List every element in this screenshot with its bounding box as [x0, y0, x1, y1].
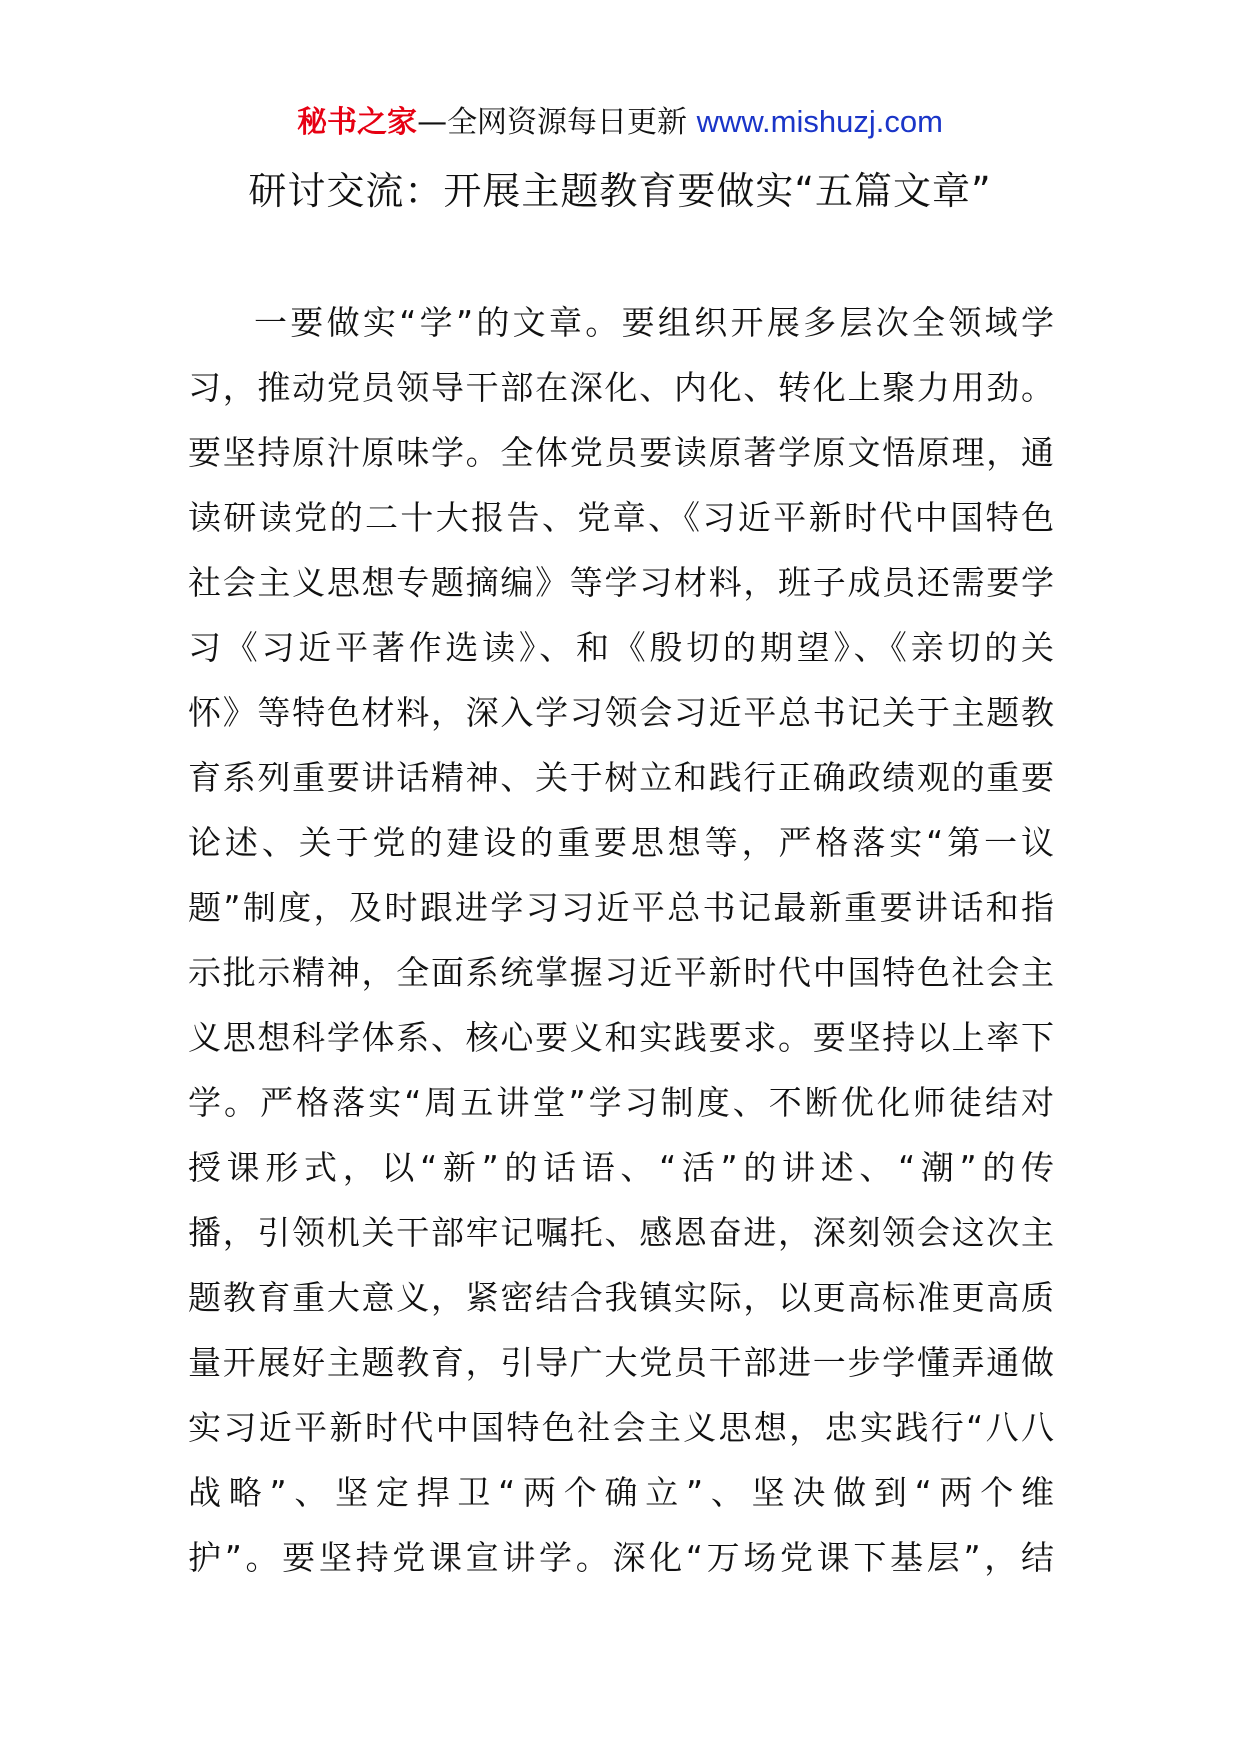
- text-line: 示批示精神，全面系统掌握习近平新时代中国特色社会主: [188, 953, 1054, 992]
- text-line: 怀》等特色材料，深入学习领会习近平总书记关于主题教: [188, 693, 1054, 732]
- site-banner: [0, 100, 1240, 145]
- text-line: 习，推动党员领导干部在深化、内化、转化上聚力用劲。: [188, 368, 1054, 407]
- brand-name: 秘书之家: [297, 105, 418, 140]
- text-line: 一要做实“学”的文章。要组织开展多层次全领域学: [254, 303, 1054, 342]
- body-paragraph: [188, 290, 1054, 1590]
- text-line: 读研读党的二十大报告、党章、《习近平新时代中国特色: [188, 498, 1054, 537]
- text-line: 战略”、坚定捍卫“两个确立”、坚决做到“两个维: [188, 1473, 1054, 1512]
- site-slogan: —全网资源每日更新: [417, 105, 697, 140]
- document-title: 研讨交流：开展主题教育要做实“五篇文章”: [248, 169, 992, 213]
- text-line: 量开展好主题教育，引导广大党员干部进一步学懂弄通做: [188, 1343, 1054, 1382]
- text-line: 学。严格落实“周五讲堂”学习制度、不断优化师徒结对: [188, 1083, 1054, 1122]
- text-line: 论述、关于党的建设的重要思想等，严格落实“第一议: [188, 823, 1054, 862]
- text-line: 社会主义思想专题摘编》等学习材料，班子成员还需要学: [188, 563, 1054, 602]
- text-line: 授课形式，以“新”的话语、“活”的讲述、“潮”的传: [188, 1148, 1054, 1187]
- text-line: 育系列重要讲话精神、关于树立和践行正确政绩观的重要: [188, 758, 1054, 797]
- text-line: 要坚持原汁原味学。全体党员要读原著学原文悟原理，通: [188, 433, 1054, 472]
- text-line: 义思想科学体系、核心要义和实践要求。要坚持以上率下: [188, 1018, 1054, 1057]
- text-line: 实习近平新时代中国特色社会主义思想，忠实践行“八八: [188, 1408, 1054, 1447]
- text-line: 习《习近平著作选读》、和《殷切的期望》、《亲切的关: [188, 628, 1054, 667]
- text-line: 播，引领机关干部牢记嘱托、感恩奋进，深刻领会这次主: [188, 1213, 1054, 1252]
- text-line: 护”。要坚持党课宣讲学。深化“万场党课下基层”，结: [188, 1538, 1054, 1577]
- text-line: 题教育重大意义，紧密结合我镇实际，以更高标准更高质: [188, 1278, 1054, 1317]
- site-url-link[interactable]: www.mishuzj.com: [696, 104, 943, 139]
- text-line: 题”制度，及时跟进学习习近平总书记最新重要讲话和指: [188, 888, 1054, 927]
